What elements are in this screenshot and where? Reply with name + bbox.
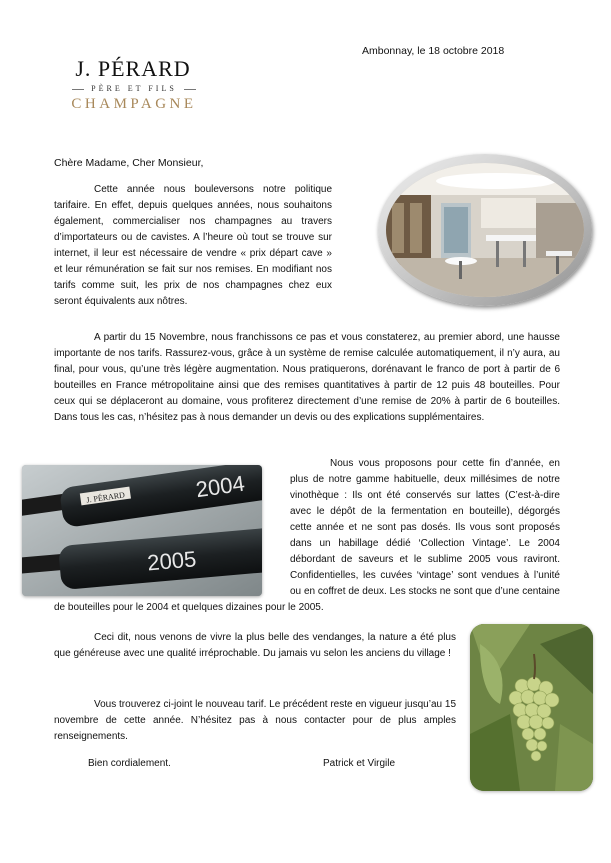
date-line: Ambonnay, le 18 octobre 2018 [362,45,505,57]
paragraph-4-text: Ceci dit, nous venons de vivre la plus belle des vendanges, la nature a été plus que généreuse avec une qualité irréprochable. Du jamais vu selon les anciens du village ! [54,632,456,659]
logo-divider-right [184,89,196,90]
logo-tagline: CHAMPAGNE [71,96,197,112]
salutation: Chère Madame, Cher Monsieur, [54,157,204,169]
paragraph-1 [54,182,332,310]
closing: Bien cordialement. [88,758,171,769]
logo-brand: J. PÉRARD [75,56,191,81]
paragraph-1-text: Cette année nous bouleversons notre politique tarifaire. En effet, depuis quelques années, nous souhaitons également, commercialiser nos champagnes au travers d’importateurs ou de cavistes. A l’heure où tout se trouve sur internet, il leur est nécessaire de vendre « prix départ cave » et leur rémunération se fait sur nos remises. En modifiant nos tarifs comme suit, les prix de nos champagnes chez eux seront équivalents aux nôtres. [54,184,332,307]
grapes-illustration [470,624,593,791]
grapes-photo [470,624,593,791]
paragraph-4 [54,630,456,662]
logo-subtitle: PÈRE ET FILS [91,84,177,93]
bottle-top-year: 2004 [194,470,247,503]
paragraph-5 [54,697,456,745]
bottle-top-brand: J. PÉRARD [85,490,126,505]
tasting-room-illustration [386,163,584,297]
paragraph-2 [54,330,560,426]
paragraph-5-text: Vous trouverez ci-joint le nouveau tarif. Le précédent reste en vigueur jusqu’au 15 novembre de cette année. N’hésitez pas à nous contacter pour de plus amples renseignements. [54,699,456,742]
paragraph-3 [54,456,560,616]
paragraph-3-text: Nous vous proposons pour cette fin d’année, en plus de notre gamme habituelle, deux millésimes de notre vinothèque : Ils ont été conservés sur lattes (C’est-à-dire avec le dépôt de la fermentation en bouteille), dégorgés cette année et ne sont pas dosés. Ils vous sont proposés dans un habillage dédié ‘Collection Vintage’. Le 2004 débordant de saveurs et le sublime 2005 vous raviront. Confidentielles, les cuvées ‘vintage’ sont vendues à l’unité ou en coffret de deux. Les stocks ne sont que d’une centaine de bouteilles pour le 2004 et quelques dizaines pour le 2005. [54,458,560,613]
tasting-room-photo [386,163,584,297]
bottle-bottom-year: 2005 [146,546,198,576]
signature: Patrick et Virgile [323,758,396,769]
paragraph-2-text: A partir du 15 Novembre, nous franchissons ce pas et vous constaterez, au premier abord, une hausse importante de nos tarifs. Rassurez-vous, grâce à un système de remise calculée automatiquement, il n’y aura, au final, pour vous, qu’une très légère augmentation. Nous pratiquerons, dorénavant le franco de port à partir de 6 bouteilles en France métropolitaine ainsi que des remises quantitatives à partir de 12 puis 48 bouteilles. Pour ceux qui se déplaceront au domaine, vous profiterez directement d’une remise de 20% à partir de 6 bouteilles. Dans tous les cas, n’hésitez pas à nous demander un devis ou des explications supplémentaires. [54,332,560,423]
